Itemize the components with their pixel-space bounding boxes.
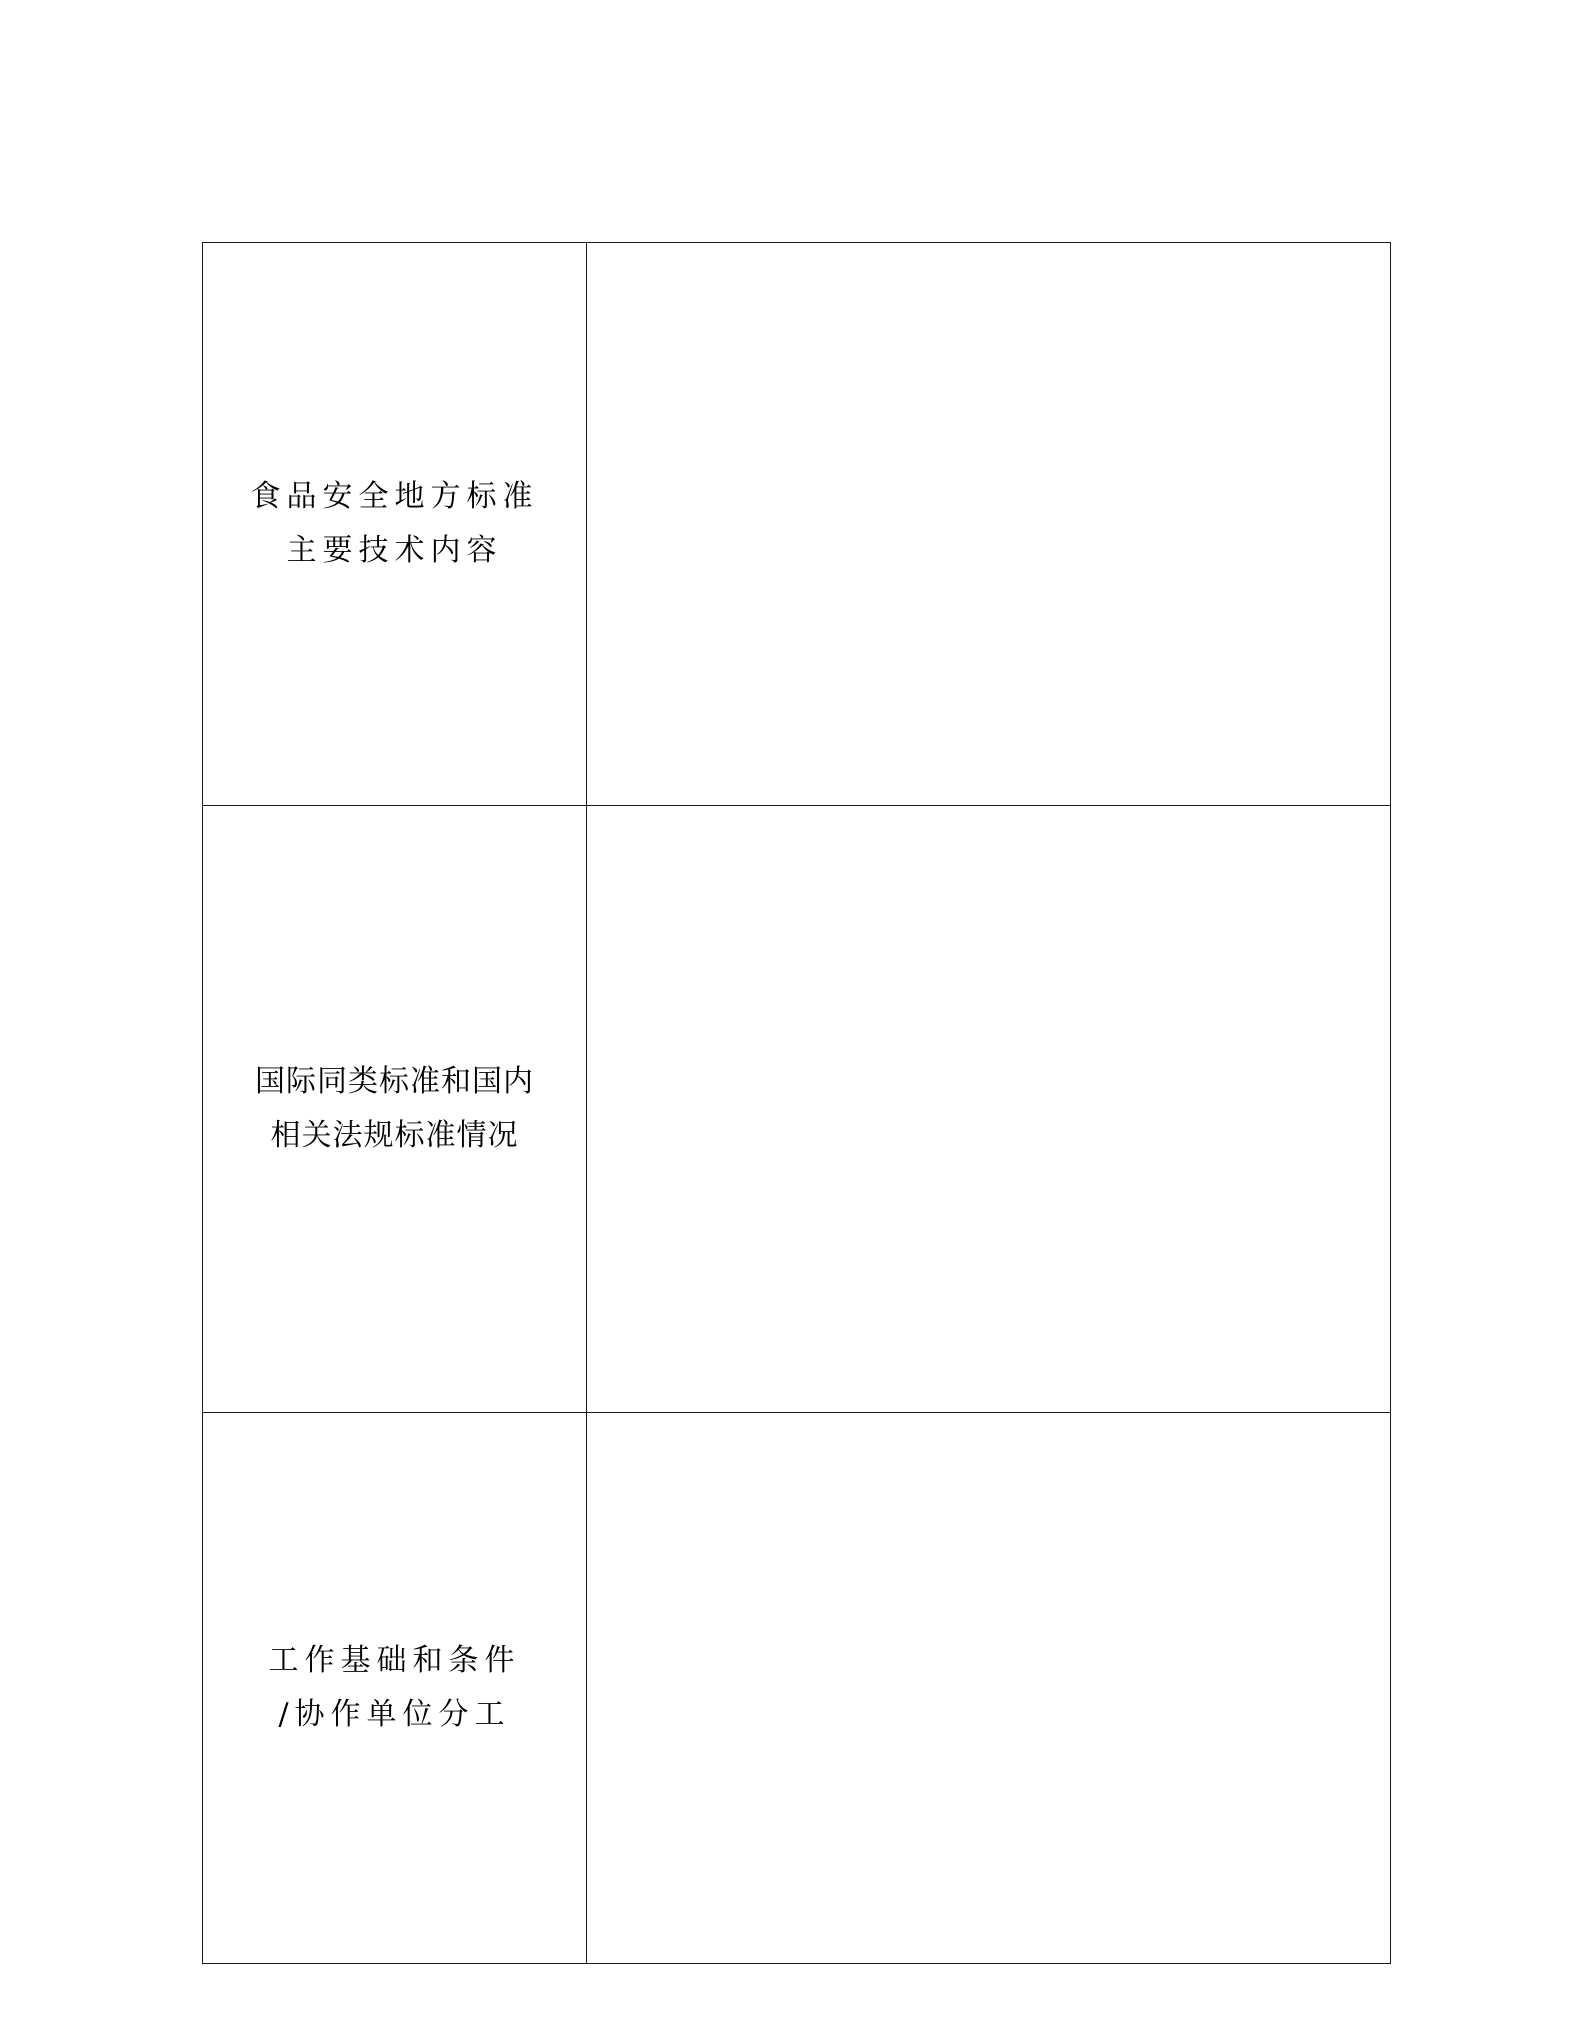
work-basis-field[interactable] xyxy=(587,1413,1391,1964)
application-form-table xyxy=(202,242,1391,1964)
related-standards-field[interactable] xyxy=(587,806,1391,1413)
row-label-related-standards xyxy=(203,806,587,1413)
form-row-related-standards xyxy=(203,806,1391,1413)
row-label-technical-content xyxy=(203,243,587,806)
label-line: 食品安全地方标准 xyxy=(250,479,539,514)
label-line: 工作基础和条件 xyxy=(268,1643,521,1678)
label-line: 国际同类标准和国内 xyxy=(255,1064,534,1099)
form-row-work-basis xyxy=(203,1413,1391,1964)
label-line: 主要技术内容 xyxy=(286,533,503,568)
label-line: 相关法规标准情况 xyxy=(270,1118,519,1153)
row-label-work-basis xyxy=(203,1413,587,1964)
form-row-technical-content xyxy=(203,243,1391,806)
technical-content-field[interactable] xyxy=(587,243,1391,806)
label-line: /协作单位分工 xyxy=(278,1697,511,1732)
